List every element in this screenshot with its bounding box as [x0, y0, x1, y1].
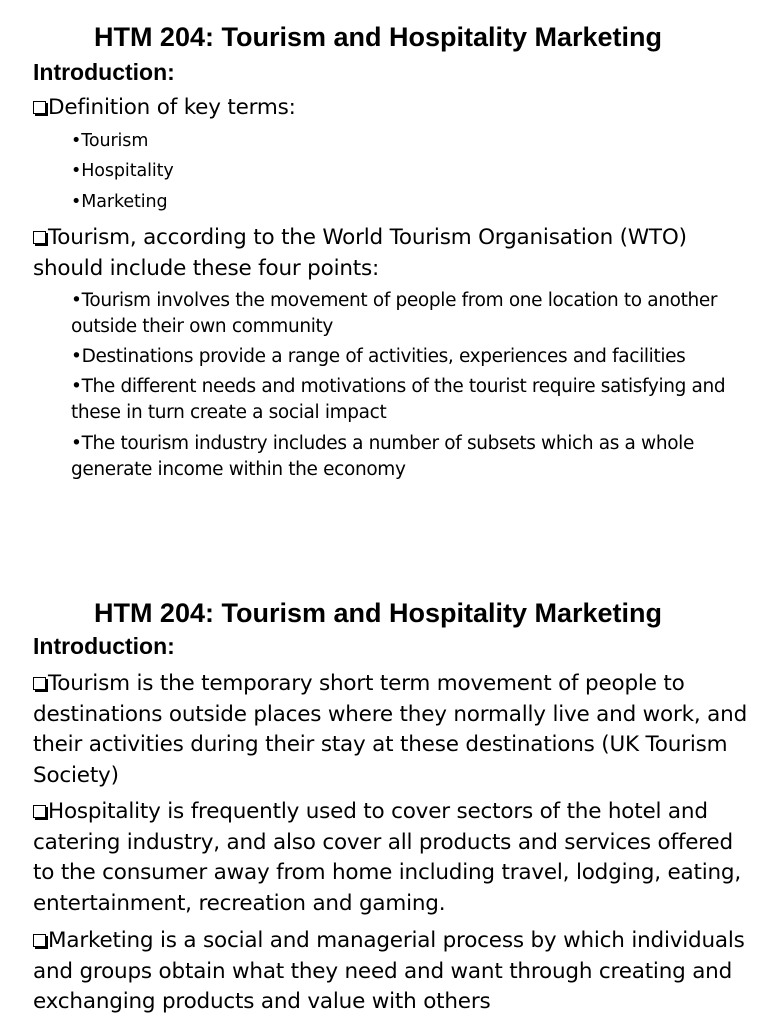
slide-subheading: Introduction:	[33, 633, 175, 659]
point-item: •Destinations provide a range of activities, experiences and facilities	[71, 346, 686, 367]
term-item: •Hospitality	[71, 161, 174, 181]
bullet-definition: Definition of key terms:	[33, 93, 751, 124]
term-item: •Marketing	[71, 192, 168, 212]
checkbox-bullet-icon	[33, 934, 46, 947]
slide-title: HTM 204: Tourism and Hospitality Marketing	[93, 22, 663, 52]
checkbox-bullet-icon	[33, 231, 46, 244]
slide-2	[0, 576, 768, 1024]
bullet-hospitality: Hospitality is frequently used to cover sectors of the hotel and catering industry, and also cover all products and services offered to the consumer away from home including travel, lodging, eating, entertainment, recreation and gaming.	[33, 799, 741, 916]
term-item: •Tourism	[71, 131, 149, 151]
point-item: •The tourism industry includes a number of subsets which as a whole generate income within the economy	[71, 433, 694, 480]
bullet-marketing: Marketing is a social and managerial process by which individuals and groups obtain what they need and want through creating and exchanging products and value with others	[33, 928, 745, 1014]
bullet-tourism: Tourism is the temporary short term movement of people to destinations outside places where they normally live and work, and their activities during their stay at these destinations (UK Tourism Society)	[33, 671, 748, 788]
slide-title: HTM 204: Tourism and Hospitality Marketing	[93, 598, 663, 628]
bullet-wto: Tourism, according to the World Tourism Organisation (WTO) should include these four points:	[33, 225, 687, 281]
checkbox-bullet-icon	[33, 805, 46, 818]
point-item: •Tourism involves the movement of people from one location to another outside their own community	[71, 290, 718, 337]
checkbox-bullet-icon	[33, 101, 46, 114]
slide-subheading: Introduction:	[33, 59, 175, 85]
point-item: •The different needs and motivations of the tourist require satisfying and these in turn create a social impact	[71, 376, 726, 423]
checkbox-bullet-icon	[33, 677, 46, 690]
